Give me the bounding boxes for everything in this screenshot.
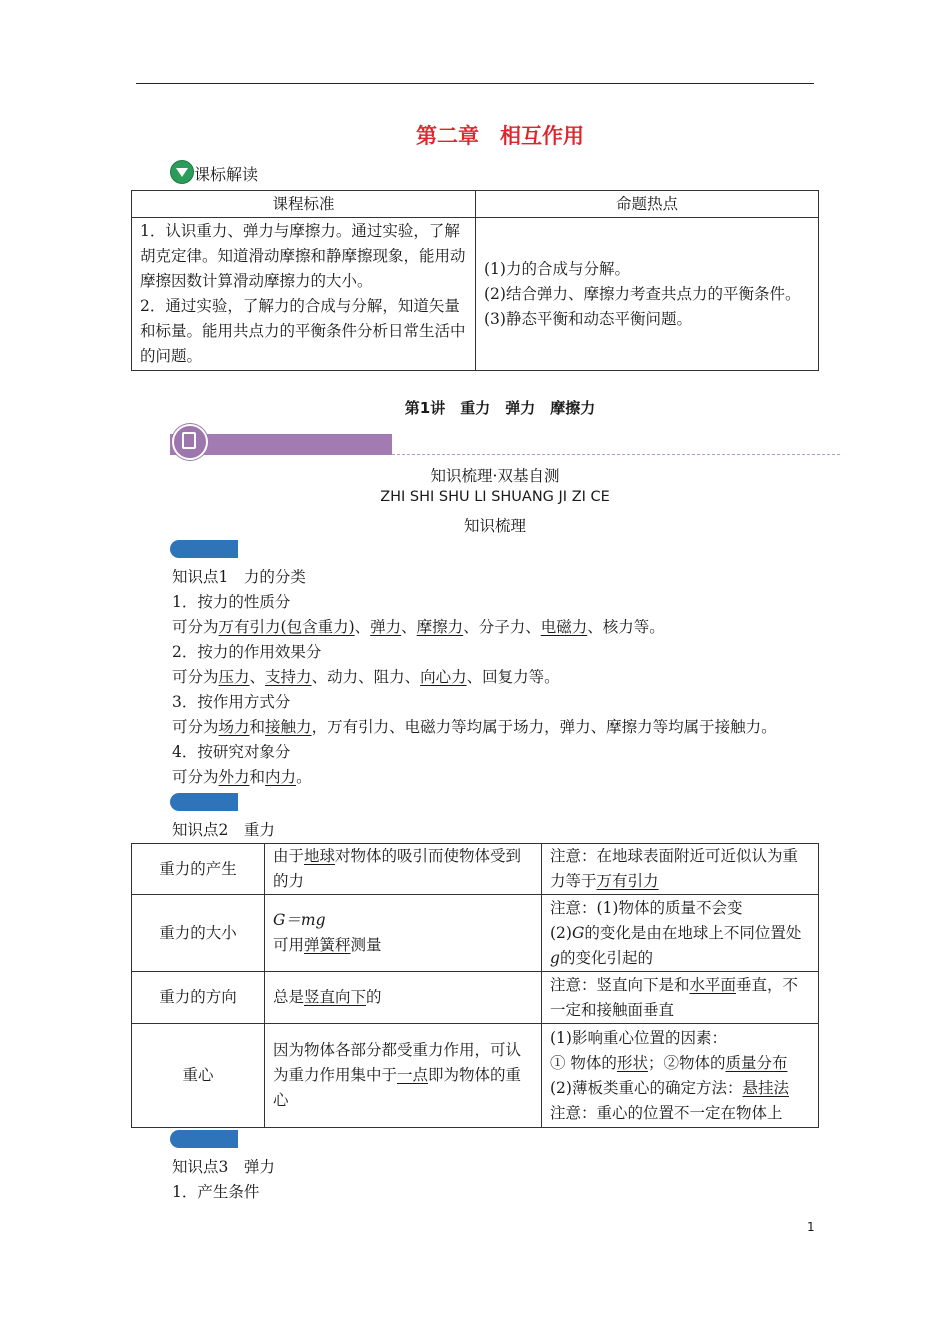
- kp-marker: [170, 1130, 238, 1148]
- standards-cell: [132, 218, 476, 371]
- kp1-heading: 3．按作用方式分: [172, 693, 291, 711]
- kp1-title: 知识点1 力的分类: [172, 568, 306, 586]
- kp1-paragraph: 可分为外力和内力。: [172, 768, 312, 786]
- table-row: [132, 1024, 819, 1128]
- gravity-table: [131, 843, 819, 1128]
- kp-marker: [170, 793, 238, 811]
- top-rule: [136, 83, 814, 84]
- note-line: ① 物体的形状；②物体的质量分布: [550, 1053, 788, 1072]
- note-line: (2)薄板类重心的确定方法：悬挂法: [550, 1078, 789, 1097]
- formula: G＝mg: [273, 911, 326, 929]
- hotspot-item: (2)结合弹力、摩擦力考查共点力的平衡条件。: [484, 284, 801, 303]
- row-note: [542, 895, 819, 972]
- standard-item: 2．通过实验，了解力的合成与分解，知道矢量和标量。能用共点力的平衡条件分析日常生活中的问题。: [140, 297, 466, 365]
- row-label: 重力的方向: [132, 972, 265, 1024]
- banner-subtitle: 知识梳理: [463, 517, 526, 535]
- table-row: [132, 895, 819, 972]
- row-label: 重心: [132, 1024, 265, 1128]
- note-line: (1)影响重心位置的因素：: [550, 1028, 727, 1047]
- kp1-paragraph: 可分为场力和接触力，万有引力、电磁力等均属于场力，弹力、摩擦力等均属于接触力。: [172, 718, 777, 736]
- kp1-heading: 4．按研究对象分: [172, 743, 291, 761]
- hotspots-cell: [476, 218, 819, 371]
- kp1-heading: 1．按力的性质分: [172, 593, 291, 611]
- banner-title: 知识梳理·双基自测: [430, 467, 560, 485]
- note-line: 注意：重心的位置不一定在物体上: [550, 1103, 783, 1122]
- row-note: 注意：竖直向下是和水平面垂直，不一定和接触面垂直: [542, 972, 819, 1024]
- row-desc: 因为物体各部分都受重力作用，可认为重力作用集中于一点即为物体的重心: [265, 1024, 542, 1128]
- dashed-divider: [392, 454, 840, 455]
- kp-marker: [170, 540, 238, 558]
- row-label: 重力的大小: [132, 895, 265, 972]
- standard-item: 1．认识重力、弹力与摩擦力。通过实验，了解胡克定律。知道滑动摩擦和静摩擦现象，能用动摩擦因数计算滑动摩擦力的大小。: [140, 222, 466, 290]
- notebook-icon: [172, 424, 208, 460]
- page-number: 1: [807, 1220, 815, 1234]
- section-badge-label: 课标解读: [194, 165, 259, 184]
- hotspot-item: (3)静态平衡和动态平衡问题。: [484, 309, 692, 328]
- kp1-paragraph: 可分为万有引力(包含重力)、弹力、摩擦力、分子力、电磁力、核力等。: [172, 618, 665, 636]
- row-desc: 由于地球对物体的吸引而使物体受到的力: [265, 844, 542, 895]
- kp1-heading: 2．按力的作用效果分: [172, 643, 322, 661]
- row-desc: [265, 895, 542, 972]
- chapter-title: 第二章 相互作用: [416, 124, 584, 148]
- kp3-title: 知识点3 弹力: [172, 1158, 275, 1176]
- header-hotspot: 命题热点: [476, 191, 819, 218]
- curriculum-table: [131, 190, 819, 371]
- kp2-title: 知识点2 重力: [172, 821, 275, 839]
- row-note: [542, 1024, 819, 1128]
- kp1-paragraph: 可分为压力、支持力、动力、阻力、向心力、回复力等。: [172, 668, 560, 686]
- note-line: (2)G的变化是由在地球上不同位置处g的变化引起的: [550, 923, 802, 967]
- lecture-title: 第1讲 重力 弹力 摩擦力: [404, 399, 596, 417]
- table-row: [132, 844, 819, 895]
- row-desc: 总是竖直向下的: [265, 972, 542, 1024]
- row-desc-text: 可用弹簧秤测量: [273, 936, 382, 954]
- chevron-down-icon: [170, 160, 194, 184]
- row-note: 注意：在地球表面附近可近似认为重力等于万有引力: [542, 844, 819, 895]
- banner-pinyin: ZHI SHI SHU LI SHUANG JI ZI CE: [380, 489, 610, 505]
- row-label: 重力的产生: [132, 844, 265, 895]
- kp3-heading: 1．产生条件: [172, 1183, 260, 1201]
- hotspot-item: (1)力的合成与分解。: [484, 259, 630, 278]
- table-row: [132, 972, 819, 1024]
- note-line: 注意：(1)物体的质量不会变: [550, 898, 743, 917]
- header-standard: 课程标准: [132, 191, 476, 218]
